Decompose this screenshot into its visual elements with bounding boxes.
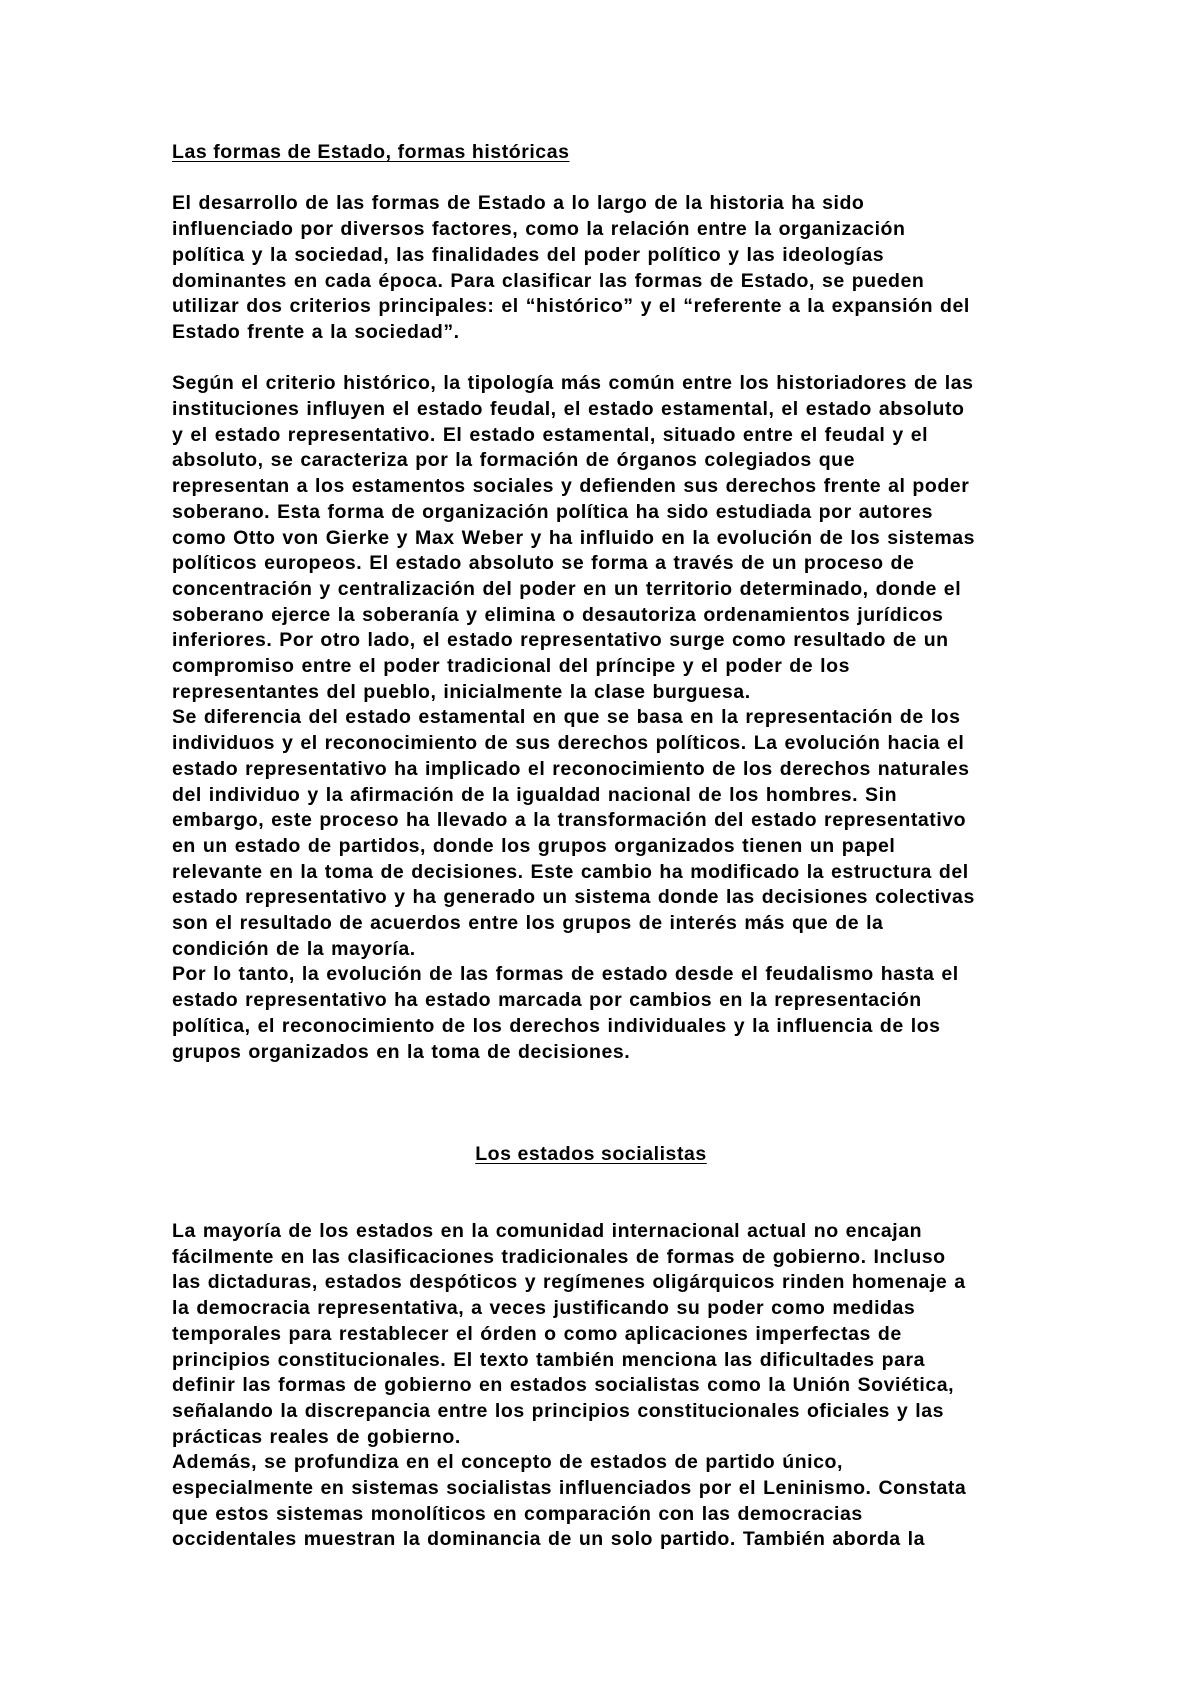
section-title-estados-socialistas: Los estados socialistas [475,1143,707,1166]
paragraph-introduction: El desarrollo de las formas de Estado a lo largo de la historia ha sido influenciado por diversos factores, como la relación entre la organización política y la sociedad, las finalidades del poder político y las ideologías dominantes en cada época. Para clasificar las formas de Estado, se pueden utilizar dos criterios principales: el “histórico” y el “referente a la expansión del Estado frente a la sociedad”. [172,192,970,343]
document-page [172,140,1042,1553]
paragraph-historical-criterion: Según el criterio histórico, la tipología más común entre los historiadores de las instituciones influyen el estado feudal, el estado estamental, el estado absoluto y el estado representativo. El estado estamental, situado entre el feudal y el absoluto, se caracteriza por la formación de órganos colegiados que representan a los estamentos sociales y defienden sus derechos frente al poder soberano. Esta forma de organización política ha sido estudiada por autores como Otto von Gierke y Max Weber y ha influido en la evolución de los sistemas políticos europeos. El estado absoluto se forma a través de un proceso de concentración y centralización del poder en un territorio determinado, donde el soberano ejerce la soberanía y elimina o desautoriza ordenamientos jurídicos inferiores. Por otro lado, el estado representativo surge como resultado de un compromiso entre el poder tradicional del príncipe y el poder de los representantes del pueblo, inicialmente la clase burguesa. Se diferencia del estado estamental en que se basa en la representación de los individuos y el reconocimiento de sus derechos políticos. La evolución hacia el estado representativo ha implicado el reconocimiento de los derechos naturales del individuo y la afirmación de la igualdad nacional de los hombres. Sin embargo, este proceso ha llevado a la transformación del estado representativo en un estado de partidos, donde los grupos organizados tienen un papel relevante en la toma de decisiones. Este cambio ha modificado la estructura del estado representativo y ha generado un sistema donde las decisiones colectivas son el resultado de acuerdos entre los grupos de interés más que de la condición de la mayoría. Por lo tanto, la evolución de las formas de estado desde el feudalismo hasta el estado representativo ha estado marcada por cambios en la representación política, el reconocimiento de los derechos individuales y la influencia de los grupos organizados en la toma de decisiones. [172,372,976,1063]
paragraph-socialist-states: La mayoría de los estados en la comunidad internacional actual no encajan fácilmente en las clasificaciones tradicionales de formas de gobierno. Incluso las dictaduras, estados despóticos y regímenes oligárquicos rinden homenaje a la democracia representativa, a veces justificando su poder como medidas temporales para restablecer el órden o como aplicaciones imperfectas de principios constitucionales. El texto también menciona las dificultades para definir las formas de gobierno en estados socialistas como la Unión Soviética, señalando la discrepancia entre los principios constitucionales oficiales y las prácticas reales de gobierno. Además, se profundiza en el concepto de estados de partido único, especialmente en sistemas socialistas influenciados por el Leninismo. Constata que estos sistemas monolíticos en comparación con las democracias occidentales muestran la dominancia de un solo partido. También aborda la [172,1219,967,1551]
section-title-formas-historicas: Las formas de Estado, formas históricas [172,141,570,163]
